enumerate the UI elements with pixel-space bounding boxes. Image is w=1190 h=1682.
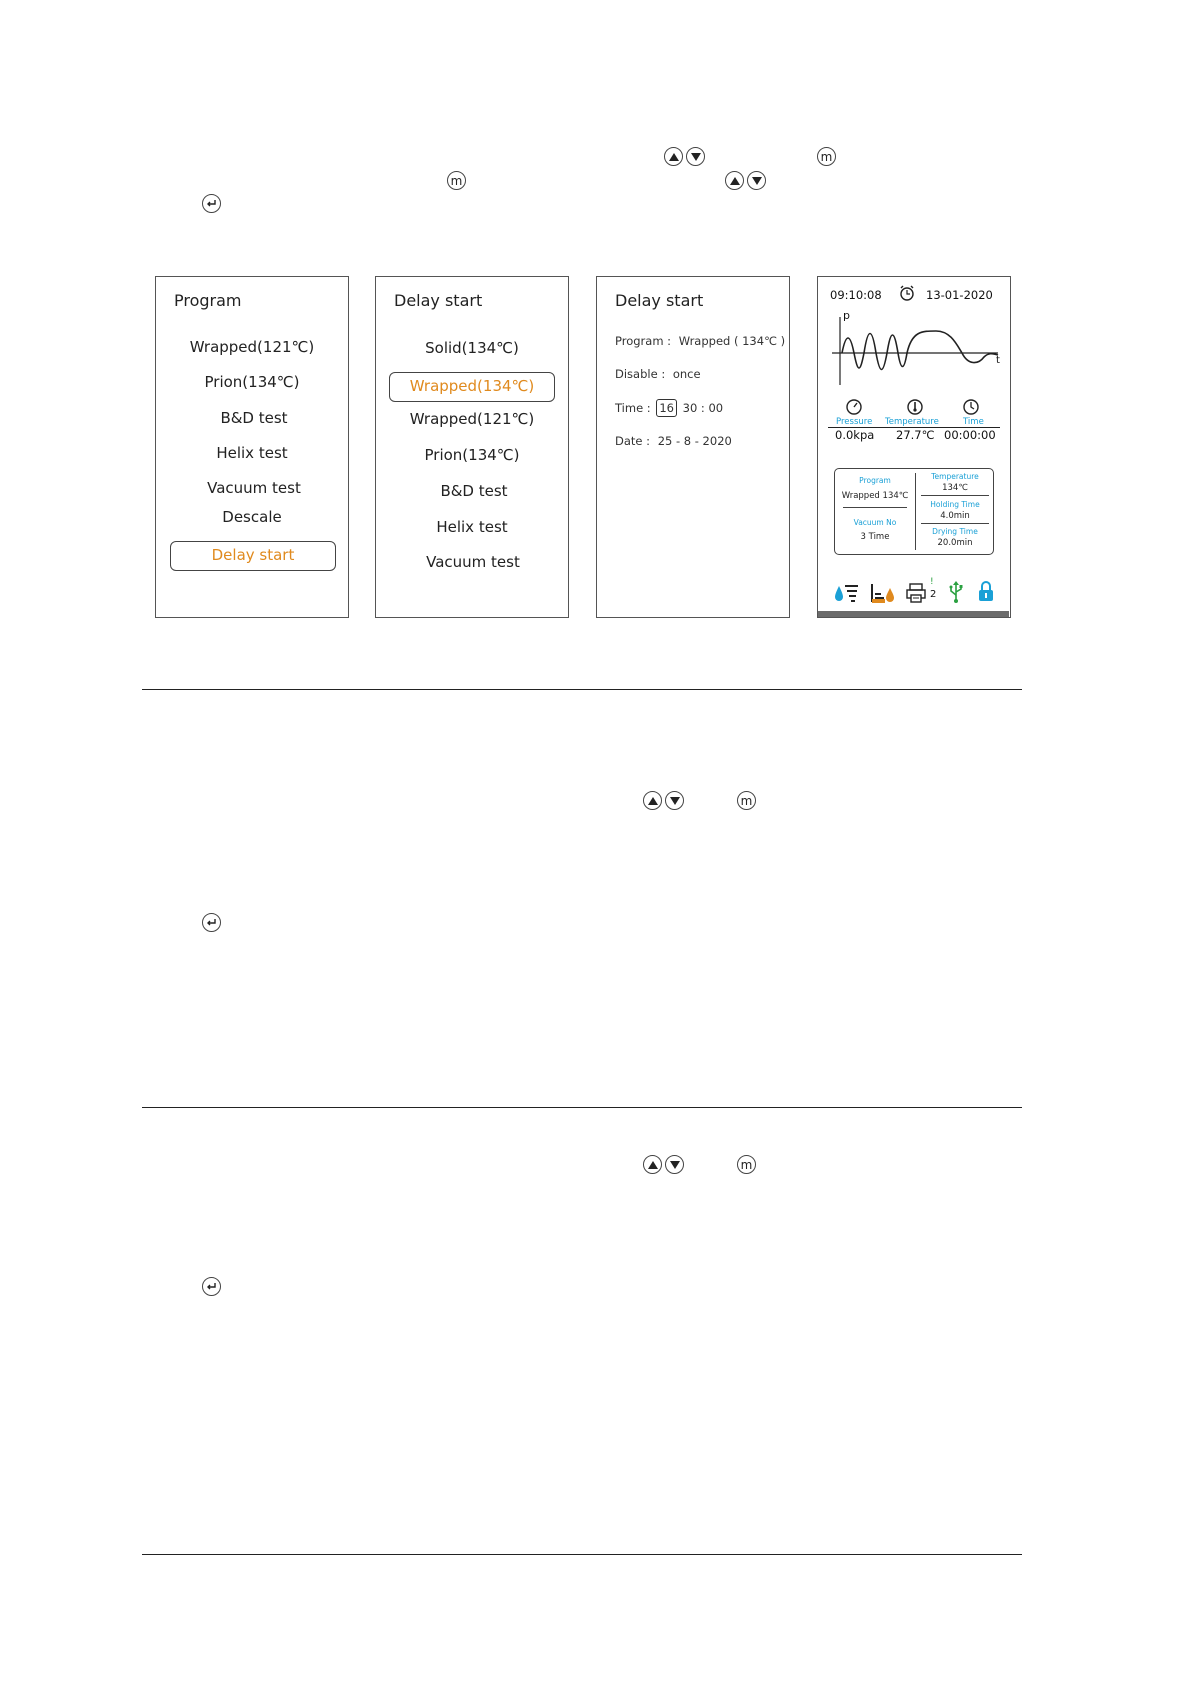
temperature-setting-value: 134℃ xyxy=(942,483,968,493)
up-arrow-key-icon xyxy=(643,791,662,810)
program-row xyxy=(615,334,785,348)
water-level-icon xyxy=(834,582,860,608)
menu-item[interactable]: Helix test xyxy=(436,518,508,536)
up-arrow-key-icon xyxy=(664,147,683,166)
drying-time-value: 20.0min xyxy=(937,538,973,548)
delay-start-menu-screen xyxy=(375,276,569,618)
vacuum-label: Vacuum No xyxy=(853,518,897,527)
pressure-value: 0.0kpa xyxy=(835,428,875,442)
program-label: Program : xyxy=(615,334,672,348)
enter-key-icon xyxy=(202,913,221,932)
clock-time: 09:10:08 xyxy=(830,288,882,302)
menu-key-icon: m xyxy=(737,791,756,810)
time-minutes-seconds[interactable]: 30 : 00 xyxy=(682,401,724,415)
alarm-clock-icon xyxy=(898,285,916,305)
current-date: 13-01-2020 xyxy=(926,288,993,302)
pressure-label: Pressure xyxy=(836,417,873,427)
printer-icon xyxy=(906,583,928,607)
menu-item[interactable]: B&D test xyxy=(440,482,508,500)
enter-key-icon xyxy=(202,1277,221,1296)
cycle-info-box xyxy=(834,468,994,555)
menu-key-icon: m xyxy=(447,171,466,190)
menu-item[interactable]: B&D test xyxy=(220,409,288,427)
disable-label: Disable : xyxy=(615,367,666,381)
screen-title: Delay start xyxy=(615,291,704,310)
menu-item[interactable]: Vacuum test xyxy=(207,479,301,497)
menu-key-icon: m xyxy=(817,147,836,166)
menu-item[interactable]: Prion(134℃) xyxy=(424,446,520,464)
info-box-divider xyxy=(921,523,989,524)
selected-menu-item[interactable]: Wrapped(134℃) xyxy=(389,372,555,402)
screen-title: Program xyxy=(174,291,242,310)
section-divider xyxy=(142,1554,1022,1555)
printer-badge-bottom: 2 xyxy=(930,589,937,600)
time-value: 00:00:00 xyxy=(944,428,996,442)
time-label: Time : xyxy=(615,401,651,415)
door-lock-icon xyxy=(978,580,994,606)
menu-item[interactable]: Wrapped(121℃) xyxy=(409,410,535,428)
selected-menu-item[interactable]: Delay start xyxy=(170,541,336,571)
down-arrow-key-icon xyxy=(665,791,684,810)
program-value: Wrapped ( 134℃ ) xyxy=(678,334,786,348)
date-value[interactable]: 25 - 8 - 2020 xyxy=(657,434,732,448)
info-box-vertical-divider xyxy=(915,473,916,550)
time-row xyxy=(615,399,723,417)
bottom-bar xyxy=(818,611,1009,617)
up-arrow-key-icon xyxy=(643,1155,662,1174)
temperature-label: Temperature xyxy=(885,417,939,427)
graph-x-label: t xyxy=(996,355,1000,366)
waste-water-level-icon xyxy=(870,582,896,608)
info-box-divider xyxy=(921,495,989,496)
menu-item[interactable]: Vacuum test xyxy=(426,553,520,571)
pressure-curve-graph xyxy=(832,313,1000,389)
menu-item[interactable]: Prion(134℃) xyxy=(204,373,300,391)
holding-time-value: 4.0min xyxy=(940,511,970,521)
menu-item[interactable]: Solid(134℃) xyxy=(425,339,519,357)
run-status-screen xyxy=(817,276,1011,618)
holding-time-label: Holding Time xyxy=(930,500,980,509)
menu-item[interactable]: Wrapped(121℃) xyxy=(189,338,315,356)
printer-badge-top: ! xyxy=(930,577,934,587)
down-arrow-key-icon xyxy=(747,171,766,190)
program-value: Wrapped 134℃ xyxy=(841,491,909,501)
disable-value[interactable]: once xyxy=(672,367,701,381)
program-menu-screen xyxy=(155,276,349,618)
section-divider xyxy=(142,689,1022,690)
date-label: Date : xyxy=(615,434,651,448)
down-arrow-key-icon xyxy=(686,147,705,166)
drying-time-label: Drying Time xyxy=(932,527,978,536)
time-label: Time xyxy=(963,417,984,427)
vacuum-value: 3 Time xyxy=(860,532,890,542)
enter-key-icon xyxy=(202,194,221,213)
menu-key-icon: m xyxy=(737,1155,756,1174)
temperature-value: 27.7℃ xyxy=(896,428,935,442)
program-label: Program xyxy=(859,476,891,485)
screen-title: Delay start xyxy=(394,291,483,310)
up-arrow-key-icon xyxy=(725,171,744,190)
usb-icon xyxy=(948,581,964,607)
temperature-setting-label: Temperature xyxy=(931,472,979,481)
down-arrow-key-icon xyxy=(665,1155,684,1174)
time-hour-field[interactable]: 16 xyxy=(656,399,677,417)
info-box-divider xyxy=(843,507,907,508)
date-row xyxy=(615,434,732,448)
section-divider xyxy=(142,1107,1022,1108)
disable-row xyxy=(615,367,701,381)
delay-start-detail-screen xyxy=(596,276,790,618)
graph-y-label: p xyxy=(843,309,850,322)
menu-item[interactable]: Descale xyxy=(222,508,282,526)
menu-item[interactable]: Helix test xyxy=(216,444,288,462)
